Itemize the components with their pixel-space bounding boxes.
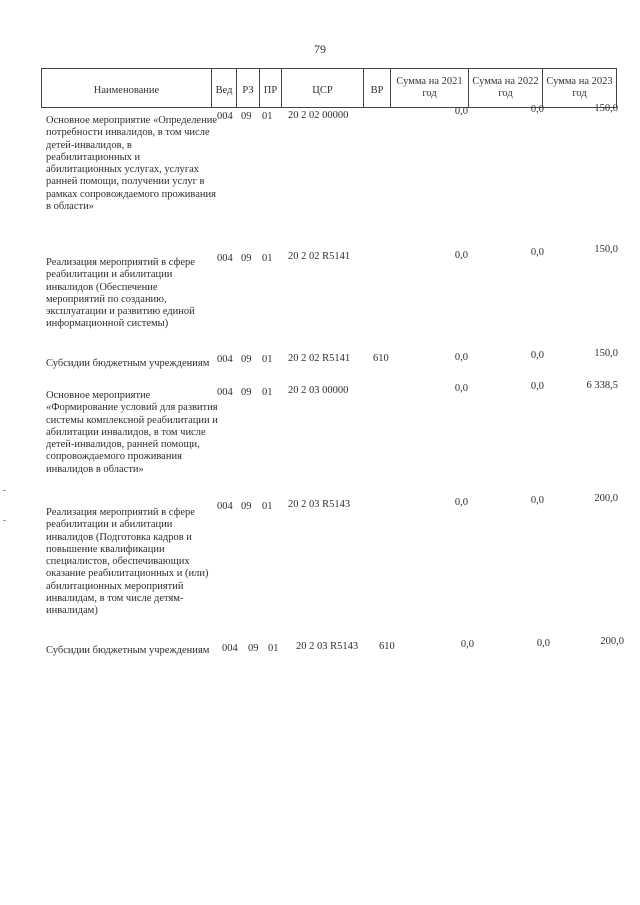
row-ved: 004	[222, 643, 238, 654]
row-vr: 610	[379, 641, 395, 652]
row-pr: 01	[262, 354, 273, 365]
row-sum-2023: 150,0	[594, 244, 618, 255]
row-sum-2022: 0,0	[530, 495, 544, 506]
row-sum-2022: 0,0	[530, 247, 544, 258]
row-rz: 09	[241, 111, 252, 122]
row-ved: 004	[217, 354, 233, 365]
row-sum-2021: 0,0	[460, 639, 474, 650]
row-vr: 610	[373, 353, 389, 364]
row-ved: 004	[217, 111, 233, 122]
row-sum-2021: 0,0	[454, 106, 468, 117]
row-rz: 09	[241, 387, 252, 398]
row-csr: 20 2 02 00000	[288, 110, 349, 121]
row-sum-2022: 0,0	[536, 638, 550, 649]
row-sum-2021: 0,0	[454, 497, 468, 508]
page-number: 79	[314, 42, 326, 56]
row-rz: 09	[241, 253, 252, 264]
row-name: Субсидии бюджетным учреждениям	[46, 358, 210, 369]
row-csr: 20 2 03 R5143	[288, 499, 351, 510]
row-sum-2021: 0,0	[454, 250, 468, 261]
row-csr: 20 2 03 00000	[288, 385, 349, 396]
row-ved: 004	[217, 501, 233, 512]
header-vr: ВР	[364, 69, 391, 107]
row-pr: 01	[262, 501, 273, 512]
row-sum-2022: 0,0	[530, 104, 544, 115]
header-sum-2021: Сумма на 2021 год	[391, 69, 469, 107]
row-ved: 004	[217, 387, 233, 398]
row-pr: 01	[268, 643, 279, 654]
header-rz: РЗ	[237, 69, 260, 107]
row-sum-2023: 150,0	[594, 348, 618, 359]
header-sum-2023: Сумма на 2023 год	[546, 76, 613, 99]
header-csr: ЦСР	[282, 69, 364, 107]
scan-mark	[3, 520, 6, 521]
row-name: Субсидии бюджетным учреждениям	[46, 645, 210, 656]
scan-mark	[3, 490, 6, 491]
row-csr: 20 2 03 R5143	[296, 641, 359, 652]
row-csr: 20 2 02 R5141	[288, 353, 351, 364]
row-rz: 09	[241, 501, 252, 512]
row-sum-2023: 200,0	[594, 493, 618, 504]
header-ved: Вед	[212, 69, 237, 107]
row-sum-2022: 0,0	[530, 381, 544, 392]
row-sum-2023: 200,0	[600, 636, 624, 647]
table-header	[41, 68, 617, 108]
row-rz: 09	[241, 354, 252, 365]
row-name: Реализация мероприятий в сфере реабилитации и абилитации инвалидов (Подготовка кадров и повышение квалификации специалистов, обеспечивающих оказание реабилитационных и (или) абилитационных мероприятий инвалидам, в том числе детям-инвалидам)	[46, 507, 209, 617]
row-pr: 01	[262, 253, 273, 264]
row-ved: 004	[217, 253, 233, 264]
header-sum-2022: Сумма на 2022 год	[469, 69, 543, 107]
header-name: Наименование	[42, 69, 212, 107]
row-sum-2023: 6 338,5	[586, 380, 618, 391]
row-name: Основное мероприятие «Определение потребности инвалидов, в том числе детей-инвалидов, в реабилитационных и абилитационных услугах, услугах ранней помощи, получении услуг в рамках сопровождаемого проживания в области»	[46, 115, 217, 213]
row-sum-2021: 0,0	[454, 352, 468, 363]
row-pr: 01	[262, 111, 273, 122]
header-pr: ПР	[260, 69, 282, 107]
row-rz: 09	[248, 643, 259, 654]
row-pr: 01	[262, 387, 273, 398]
row-name: Основное мероприятие «Формирование условий для развития системы комплексной реабилитации и абилитации инвалидов, в том числе детей-инвалидов, ранней помощи, сопровождаемого проживания инвалидов в области»	[46, 390, 218, 475]
row-csr: 20 2 02 R5141	[288, 251, 351, 262]
row-sum-2021: 0,0	[454, 383, 468, 394]
row-sum-2023: 150,0	[594, 103, 618, 114]
row-sum-2022: 0,0	[530, 350, 544, 361]
row-name: Реализация мероприятий в сфере реабилитации и абилитации инвалидов (Обеспечение мероприятий по созданию, эксплуатации и развитию единой информационной системы)	[46, 257, 195, 330]
